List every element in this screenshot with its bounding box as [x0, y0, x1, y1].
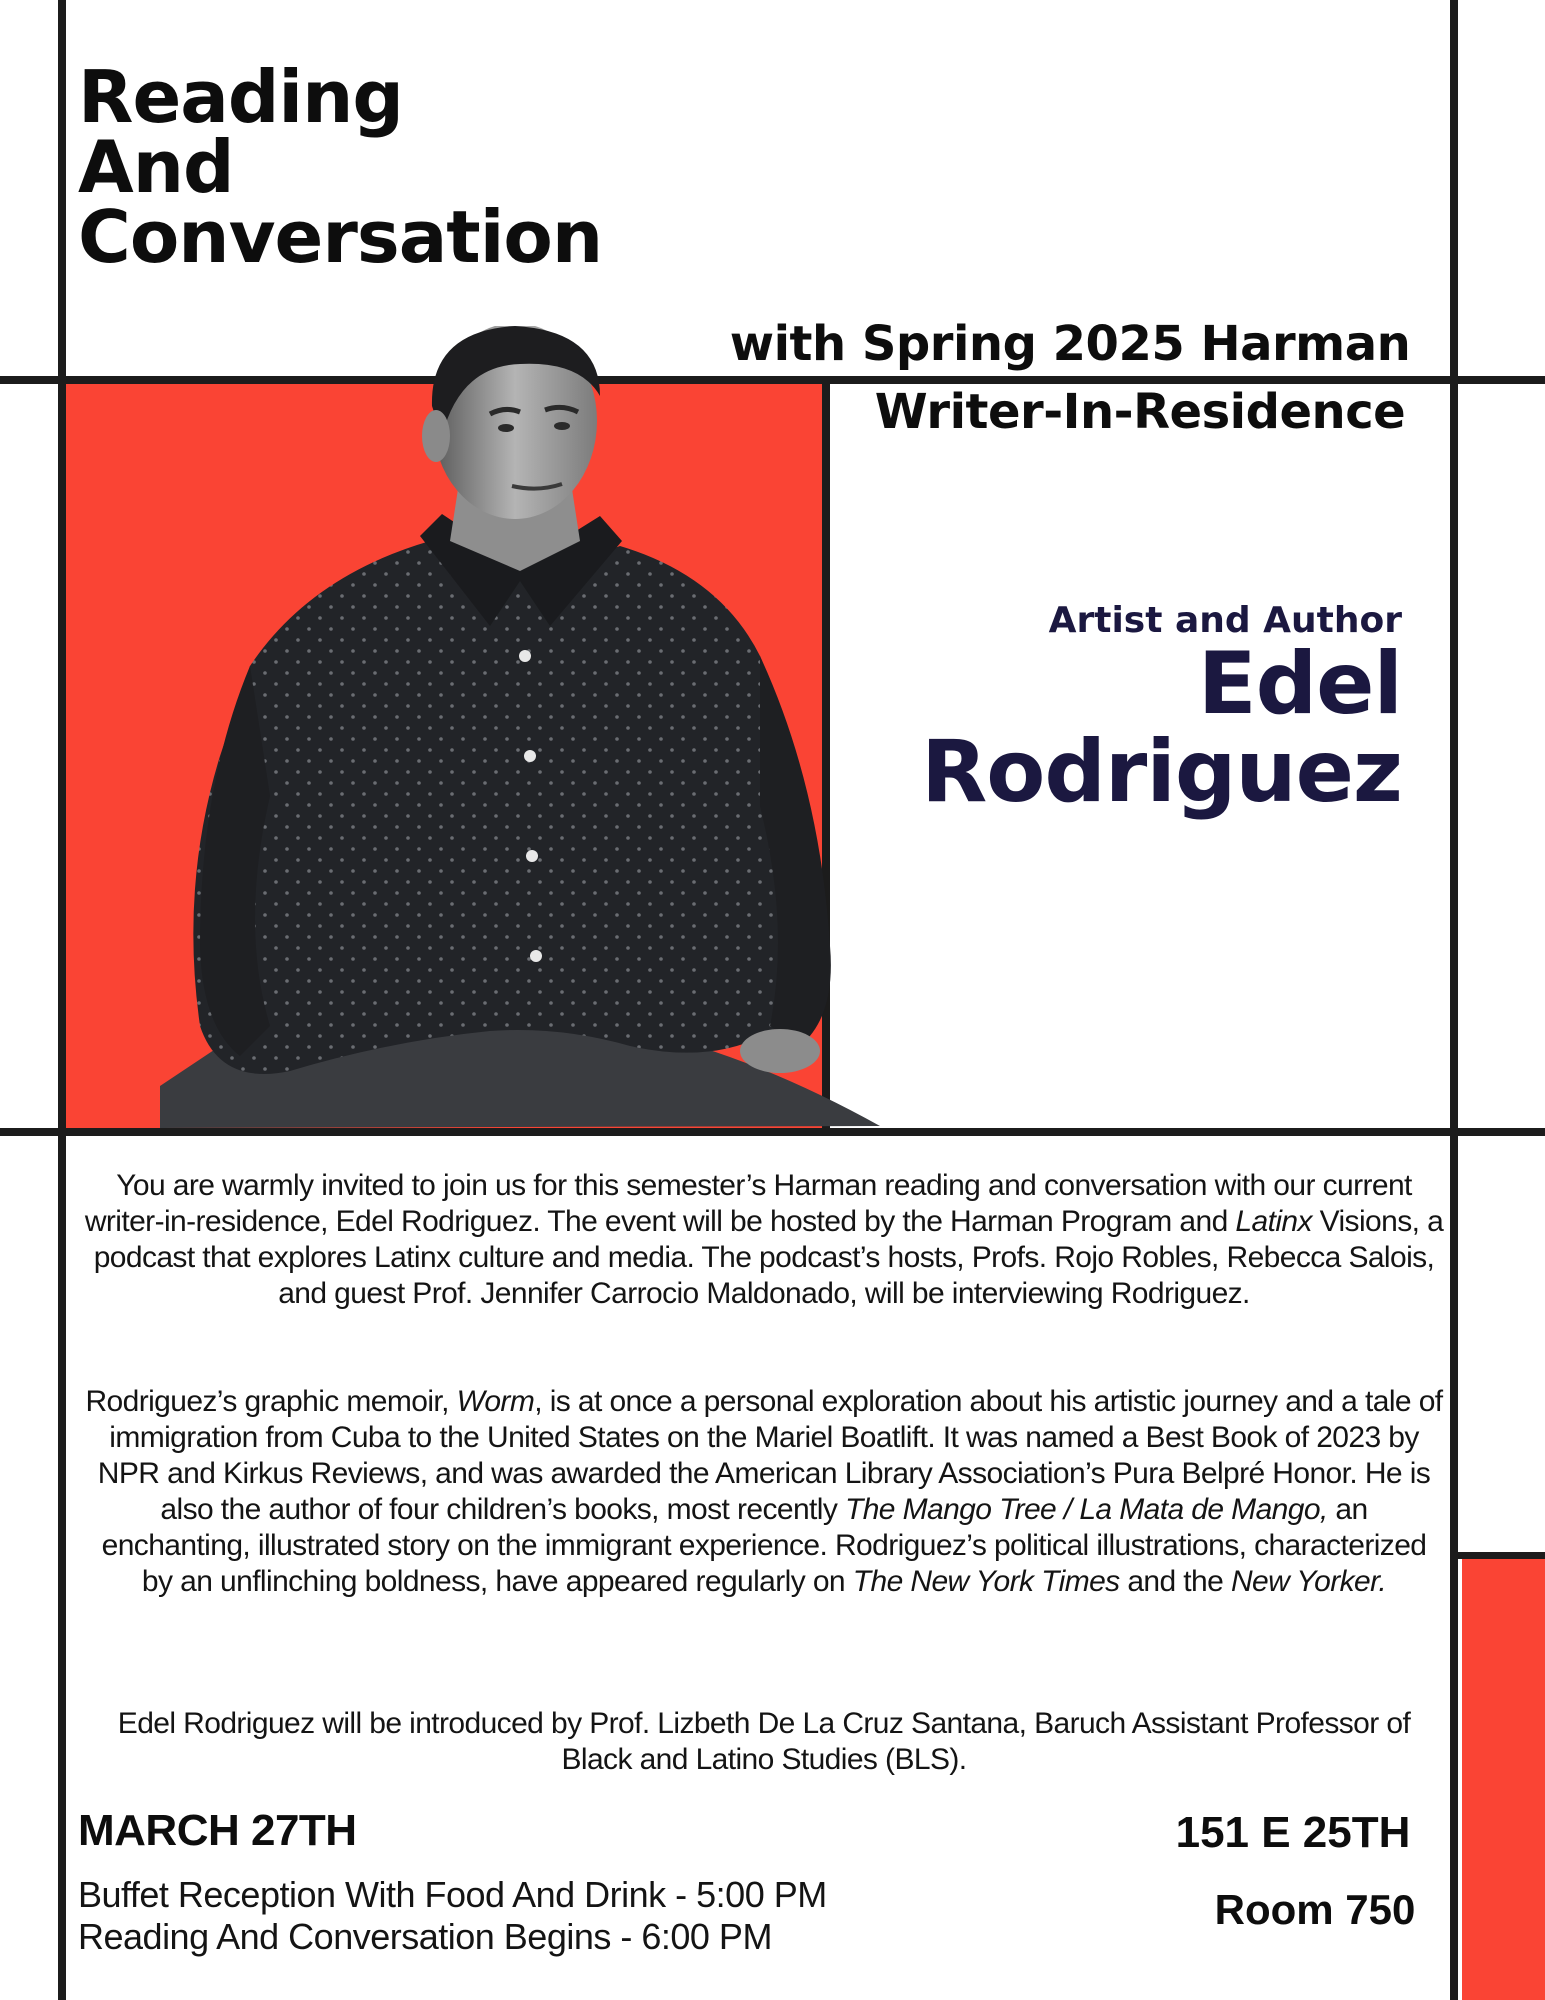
- p2-emphasis-mango-tree: The Mango Tree / La Mata de Mango,: [844, 1493, 1328, 1526]
- p2-emphasis-new-yorker: New Yorker.: [1230, 1565, 1387, 1598]
- schedule-item-reception: Buffet Reception With Food And Drink - 5:00 PM: [78, 1874, 827, 1915]
- p2-emphasis-nyt: The New York Times: [852, 1565, 1120, 1598]
- p1-text-a: You are warmly invited to join us for this semester’s Harman reading and conversation with our current writer-in-residence, Edel Rodriguez. The event will be hosted by the Harman Program and: [84, 1169, 1412, 1238]
- p2-text-a: Rodriguez’s graphic memoir,: [85, 1385, 457, 1418]
- p2-text-b: , is at once a personal exploration about his artistic journey and a tale of immigration from Cuba to the United States on the Mariel Boatlift. It was named a Best Book of 2023 by NPR and Kirkus Reviews, and was awarded the American Library Association’s Pura Belpré Honor. He is also the author of four children’s books, most recently: [97, 1385, 1443, 1526]
- author-first-name: Edel: [1197, 634, 1402, 734]
- page-title: [78, 55, 603, 279]
- p1-text-b: Visions, a podcast that explores Latinx culture and media. The podcast’s hosts, Profs. Rojo Robles, Rebecca Salois, and guest Prof. Jennifer Carrocio Maldonado, will be interviewing Rodriguez.: [93, 1205, 1444, 1310]
- p2-text-d: and the: [1119, 1565, 1231, 1598]
- side-block-rule: [1458, 1552, 1545, 1559]
- event-schedule: [78, 1874, 827, 1958]
- author-role: Artist and Author: [1048, 600, 1402, 641]
- subtitle-line-2: Writer-In-Residence: [874, 384, 1406, 440]
- p1-emphasis: Latinx: [1235, 1205, 1312, 1238]
- event-room: Room 750: [1214, 1886, 1416, 1933]
- right-vertical-rule: [1450, 0, 1458, 2000]
- description-paragraph-3: Edel Rodriguez will be introduced by Prof. Lizbeth De La Cruz Santana, Baruch Assistant Professor of Black and Latino Studies (BLS).: [117, 1707, 1411, 1776]
- p2-text-c: an enchanting, illustrated story on the immigrant experience. Rodriguez’s political illustrations, characterized by an unflinching boldness, have appeared regularly on: [101, 1493, 1427, 1598]
- event-date: MARCH 27TH: [78, 1806, 357, 1855]
- subtitle-line-1: with Spring 2025 Harman: [729, 316, 1411, 372]
- event-address: 151 E 25TH: [1175, 1808, 1411, 1857]
- title-line-1: Reading: [78, 55, 403, 139]
- author-portrait-photo: [160, 326, 880, 1128]
- title-line-3: Conversation: [78, 195, 603, 279]
- schedule-item-reading: Reading And Conversation Begins - 6:00 PM: [78, 1916, 772, 1957]
- title-line-2: And: [78, 125, 234, 209]
- middle-horizontal-rule: [0, 1128, 1545, 1136]
- red-side-block: [1462, 1559, 1545, 2000]
- author-name: [840, 634, 1402, 822]
- p2-emphasis-worm: Worm: [456, 1385, 535, 1418]
- description-paragraph-1: [84, 1168, 1444, 1312]
- description-paragraph-2: [84, 1384, 1444, 1600]
- author-last-name: Rodriguez: [921, 722, 1402, 822]
- left-vertical-rule: [58, 0, 66, 2000]
